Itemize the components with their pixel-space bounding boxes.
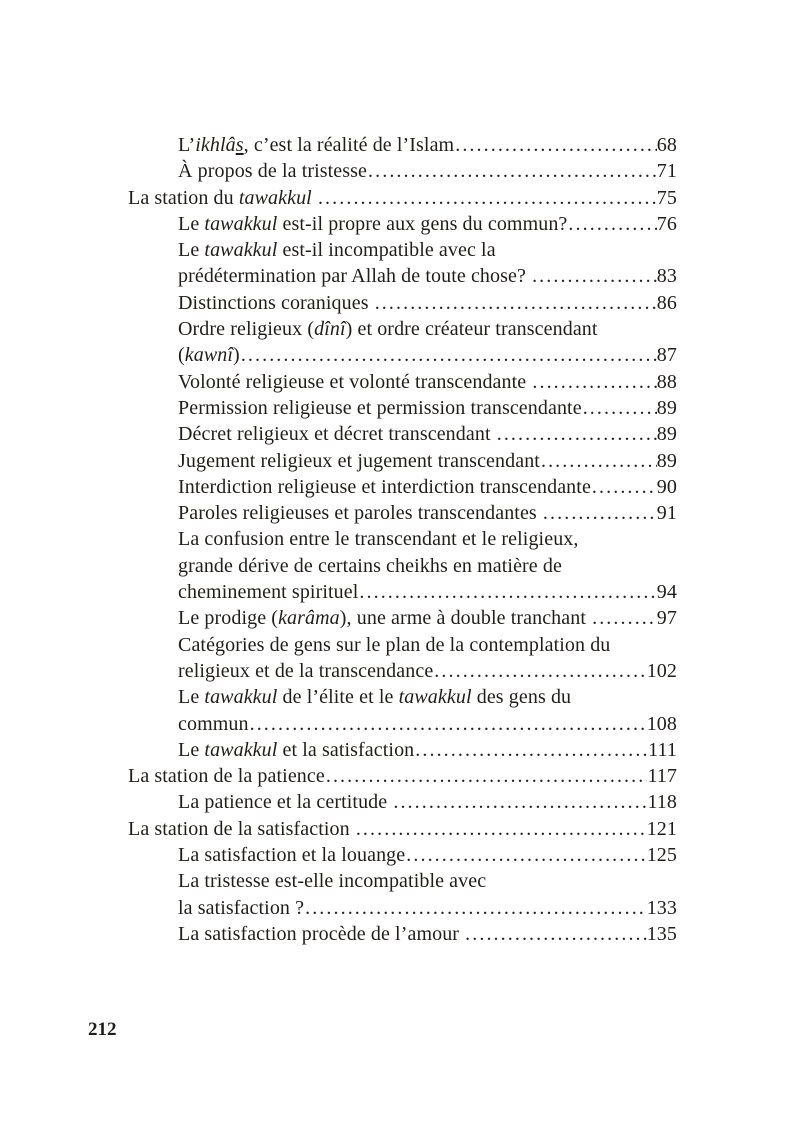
toc-entry	[128, 211, 677, 237]
toc-page-number: 135	[646, 922, 677, 945]
title-text: La satisfaction procède de l’amour	[178, 922, 465, 945]
title-text: La tristesse est-elle incompatible avec	[178, 870, 487, 893]
toc-entry	[128, 158, 677, 184]
dot-leader	[367, 158, 657, 184]
title-term-italic: s	[235, 134, 244, 156]
dot-leader	[405, 842, 646, 868]
toc-line	[128, 369, 677, 395]
toc-line	[128, 158, 677, 184]
title-term-italic: tawakkul	[398, 686, 472, 709]
toc-line	[128, 658, 677, 684]
dot-leader	[392, 789, 647, 815]
title-text: Interdiction religieuse et interdiction transcendante	[178, 475, 591, 498]
toc-entry-title	[128, 816, 355, 842]
toc-page-number: 108	[646, 712, 677, 735]
toc-entry-title	[178, 290, 374, 316]
title-text: Le	[178, 212, 205, 235]
toc-entry	[128, 737, 677, 763]
toc-entry-title	[178, 921, 464, 947]
dot-leader	[591, 474, 657, 500]
toc-entry-title	[178, 842, 405, 868]
title-text: ) et ordre créateur transcendant	[345, 318, 598, 341]
dot-leader	[464, 921, 647, 947]
title-text: Distinctions coraniques	[178, 291, 374, 314]
title-text: )	[233, 344, 240, 367]
toc-page-number: 102	[646, 659, 677, 682]
title-term-italic: tawakkul	[204, 686, 278, 709]
toc-page-number: 125	[646, 844, 677, 867]
title-text: Le	[178, 738, 205, 761]
toc-page-number: 117	[647, 765, 677, 788]
toc-entry	[128, 526, 677, 605]
toc-entry-title	[178, 342, 240, 368]
title-text: Décret religieux et décret transcendant	[178, 423, 496, 446]
toc-entry	[128, 369, 677, 395]
toc-page-number: 90	[656, 475, 677, 498]
toc-entry-title	[178, 526, 579, 552]
toc-line	[128, 921, 677, 947]
dot-leader	[355, 816, 647, 842]
toc-entry	[128, 237, 677, 290]
dot-leader	[496, 421, 657, 447]
toc-line	[128, 263, 677, 289]
toc-page-number: 118	[647, 791, 677, 814]
dot-leader	[540, 448, 657, 474]
toc-line	[128, 605, 677, 631]
toc-page-number: 91	[656, 502, 677, 525]
toc-page-number: 87	[656, 344, 677, 367]
toc-entry	[128, 395, 677, 421]
toc-entry-title	[178, 316, 598, 342]
dot-leader	[567, 211, 656, 237]
toc-page-number: 121	[646, 817, 677, 840]
title-text: ), une arme à double tranchant	[339, 607, 592, 630]
toc-entry	[128, 474, 677, 500]
toc-entry-title	[178, 395, 582, 421]
dot-leader	[240, 342, 657, 368]
toc-entry-title	[128, 763, 325, 789]
toc-entry	[128, 316, 677, 369]
title-text: Catégories de gens sur le plan de la contemplation du	[178, 633, 611, 656]
toc-line	[128, 789, 677, 815]
toc-line	[128, 579, 677, 605]
toc-entry	[128, 868, 677, 921]
toc-entry	[128, 605, 677, 631]
title-text: de l’élite et le	[277, 686, 399, 709]
toc-page-number: 83	[656, 265, 677, 288]
toc-line	[128, 395, 677, 421]
toc-entry	[128, 185, 677, 211]
toc-line	[128, 185, 677, 211]
toc-entry-title	[178, 211, 567, 237]
toc-line	[128, 316, 677, 342]
title-text: prédétermination par Allah de toute chose?	[178, 265, 532, 288]
toc-line	[128, 211, 677, 237]
toc-entry	[128, 921, 677, 947]
title-text: commun	[178, 712, 249, 735]
folio-page-number: 212	[88, 1019, 117, 1040]
toc-page-number: 89	[656, 423, 677, 446]
toc-line	[128, 737, 677, 763]
toc-line	[128, 342, 677, 368]
toc-entry-title	[178, 448, 540, 474]
title-text: La station du	[128, 186, 239, 209]
title-text: La confusion entre le transcendant et le religieux,	[178, 528, 579, 551]
title-text: religieux et de la transcendance	[178, 659, 434, 682]
toc-entry-title	[178, 474, 591, 500]
dot-leader	[374, 290, 657, 316]
title-text: La satisfaction et la louange	[178, 844, 406, 867]
title-text: Volonté religieuse et volonté transcendante	[178, 370, 532, 393]
toc-page-number: 71	[656, 160, 677, 183]
toc-line	[128, 500, 677, 526]
toc-line	[128, 448, 677, 474]
title-text: Paroles religieuses et paroles transcendantes	[178, 502, 542, 525]
toc-entry-title	[178, 895, 304, 921]
toc-entry	[128, 500, 677, 526]
toc-line	[128, 132, 677, 158]
toc-entry-title	[178, 158, 367, 184]
title-text: La station de la satisfaction	[128, 817, 355, 840]
title-text: Jugement religieux et jugement transcendant	[178, 449, 540, 472]
toc-entry-title	[178, 553, 562, 579]
toc-entry	[128, 763, 677, 789]
toc-entry-title	[178, 868, 486, 894]
title-term-italic: dînî	[314, 318, 346, 341]
title-text: , c’est la réalité de l’Islam	[243, 134, 455, 156]
title-term-italic: tawakkul	[204, 738, 278, 761]
toc-entry	[128, 816, 677, 842]
toc-page-number: 133	[646, 896, 677, 919]
toc-line	[128, 868, 677, 894]
title-text: La patience et la certitude	[178, 791, 393, 814]
toc-entry	[128, 132, 677, 158]
toc-line	[128, 842, 677, 868]
title-term-italic: tawakkul	[204, 239, 278, 262]
dot-leader	[249, 711, 647, 737]
toc-line	[128, 290, 677, 316]
dot-leader	[433, 658, 646, 684]
toc-entry-title	[178, 658, 433, 684]
toc-line	[128, 474, 677, 500]
title-text: Permission religieuse et permission transcendante	[178, 396, 582, 419]
dot-leader	[531, 263, 657, 289]
toc-line	[128, 421, 677, 447]
toc-line	[128, 816, 677, 842]
toc-page-number: 94	[656, 581, 677, 604]
toc-entry	[128, 842, 677, 868]
toc-page-number: 75	[656, 186, 677, 209]
toc-entry	[128, 789, 677, 815]
toc-entry-title	[178, 369, 531, 395]
toc-entry-title	[178, 263, 531, 289]
toc-entry-title	[178, 237, 496, 263]
dot-leader	[582, 395, 657, 421]
dot-leader	[531, 369, 656, 395]
toc-entry-title	[178, 632, 610, 658]
title-text: Le prodige (	[178, 607, 279, 630]
toc-line	[128, 237, 677, 263]
title-text: est-il incompatible avec la	[277, 239, 496, 262]
title-text: et la satisfaction	[277, 738, 415, 761]
toc-line	[128, 763, 677, 789]
dot-leader	[542, 500, 657, 526]
toc-entry	[128, 684, 677, 737]
toc-line	[128, 526, 677, 552]
title-text: Le	[178, 239, 205, 262]
toc-page-number: 89	[656, 449, 677, 472]
toc-entry-title	[178, 132, 454, 158]
toc-line	[128, 553, 677, 579]
toc-entry-title	[178, 789, 392, 815]
toc-entry-title	[178, 711, 249, 737]
dot-leader	[317, 185, 657, 211]
toc-entry	[128, 421, 677, 447]
title-text: À propos de la tristesse	[178, 160, 368, 183]
toc-entry-title	[178, 605, 591, 631]
title-text: Ordre religieux (	[178, 318, 315, 341]
toc-entry-title	[178, 737, 414, 763]
toc-entry	[128, 448, 677, 474]
toc-page-number: 89	[656, 396, 677, 419]
title-term-italic: karâma	[278, 607, 340, 630]
toc-page-number: 111	[648, 738, 677, 761]
title-term-italic: kawnî	[184, 344, 234, 367]
title-text: Le	[178, 686, 205, 709]
title-term-italic: ikhlâ	[195, 134, 236, 156]
title-term-italic: tawakkul	[204, 212, 278, 235]
dot-leader	[358, 579, 656, 605]
toc-line	[128, 632, 677, 658]
toc-entry-title	[178, 500, 542, 526]
dot-leader	[325, 763, 648, 789]
title-text: la satisfaction ?	[178, 896, 305, 919]
toc-entry	[128, 290, 677, 316]
toc-page-number: 68	[656, 134, 677, 156]
dot-leader	[414, 737, 648, 763]
title-text: cheminement spirituel	[178, 581, 359, 604]
title-text: est-il propre aux gens du commun?	[277, 212, 568, 235]
title-term-italic: tawakkul	[238, 186, 312, 209]
toc	[128, 132, 677, 947]
title-text: (	[178, 344, 185, 367]
toc-entry-title	[178, 421, 496, 447]
toc-page-number: 76	[656, 212, 677, 235]
toc-page-number: 97	[656, 607, 677, 630]
title-text: La station de la patience	[128, 765, 325, 788]
toc-entry-title	[178, 684, 571, 710]
toc-entry-title	[178, 579, 358, 605]
toc-line	[128, 684, 677, 710]
title-text: grande dérive de certains cheikhs en matière de	[178, 554, 562, 577]
title-text: L’	[178, 134, 196, 156]
toc-entry-title	[128, 185, 317, 211]
dot-leader	[304, 895, 647, 921]
dot-leader	[454, 132, 657, 158]
title-text: des gens du	[471, 686, 572, 709]
toc-line	[128, 711, 677, 737]
toc-page-number: 88	[656, 370, 677, 393]
dot-leader	[591, 605, 657, 631]
toc-line	[128, 895, 677, 921]
toc-entry	[128, 632, 677, 685]
toc-page-number: 86	[656, 291, 677, 314]
